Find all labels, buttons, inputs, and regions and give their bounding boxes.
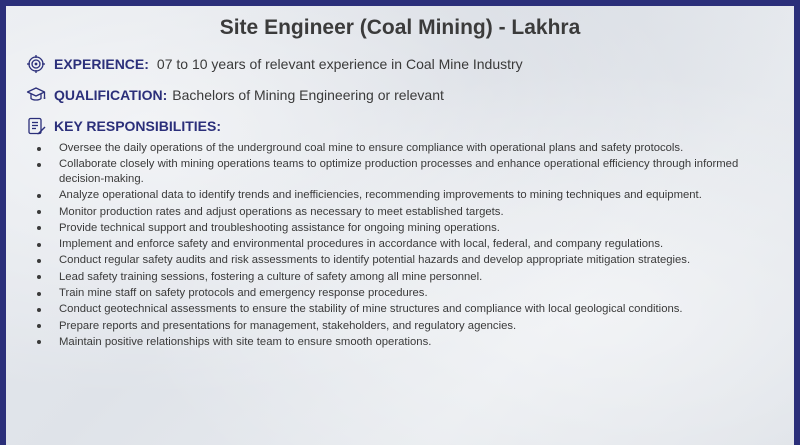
graduation-icon [26, 85, 46, 105]
responsibilities-list [34, 141, 774, 351]
checklist-icon [26, 116, 46, 136]
responsibility-item: Prepare reports and presentations for management, stakeholders, and regulatory agencies. [34, 319, 774, 334]
responsibility-item: Implement and enforce safety and environmental procedures in accordance with local, federal, and company regulations. [34, 237, 774, 252]
qualification-label: QUALIFICATION: [54, 87, 168, 103]
responsibility-item: Analyze operational data to identify trends and inefficiencies, recommending improvements to mining techniques and equipment. [34, 188, 774, 203]
page-title: Site Engineer (Coal Mining) - Lakhra [219, 16, 581, 39]
responsibility-item: Conduct geotechnical assessments to ensure the stability of mine structures and compliance with local geological conditions. [34, 302, 774, 317]
responsibility-item: Lead safety training sessions, fostering a culture of safety among all mine personnel. [34, 270, 774, 285]
responsibility-item: Maintain positive relationships with site team to ensure smooth operations. [34, 335, 774, 350]
responsibility-item: Monitor production rates and adjust operations as necessary to meet established targets. [34, 205, 774, 220]
responsibility-item: Oversee the daily operations of the underground coal mine to ensure compliance with operational plans and safety protocols. [34, 141, 774, 156]
frame-right-border [794, 0, 800, 445]
frame-top-border [0, 0, 800, 6]
target-icon [26, 54, 46, 74]
experience-label: EXPERIENCE: [54, 56, 149, 72]
responsibility-item: Conduct regular safety audits and risk assessments to identify potential hazards and develop appropriate mitigation strategies. [34, 253, 774, 268]
responsibilities-label: KEY RESPONSIBILITIES: [54, 118, 221, 134]
responsibilities-row [26, 115, 221, 137]
responsibility-item: Provide technical support and troubleshooting assistance for ongoing mining operations. [34, 221, 774, 236]
experience-row [26, 53, 523, 75]
qualification-value: Bachelors of Mining Engineering or relevant [172, 87, 444, 103]
responsibility-item: Train mine staff on safety protocols and emergency response procedures. [34, 286, 774, 301]
experience-value: 07 to 10 years of relevant experience in Coal Mine Industry [156, 56, 523, 72]
responsibility-item: Collaborate closely with mining operations teams to optimize production processes and enhance operational efficiency through informed decision-making. [34, 157, 774, 186]
frame-left-border [0, 0, 6, 445]
qualification-row [26, 84, 444, 106]
